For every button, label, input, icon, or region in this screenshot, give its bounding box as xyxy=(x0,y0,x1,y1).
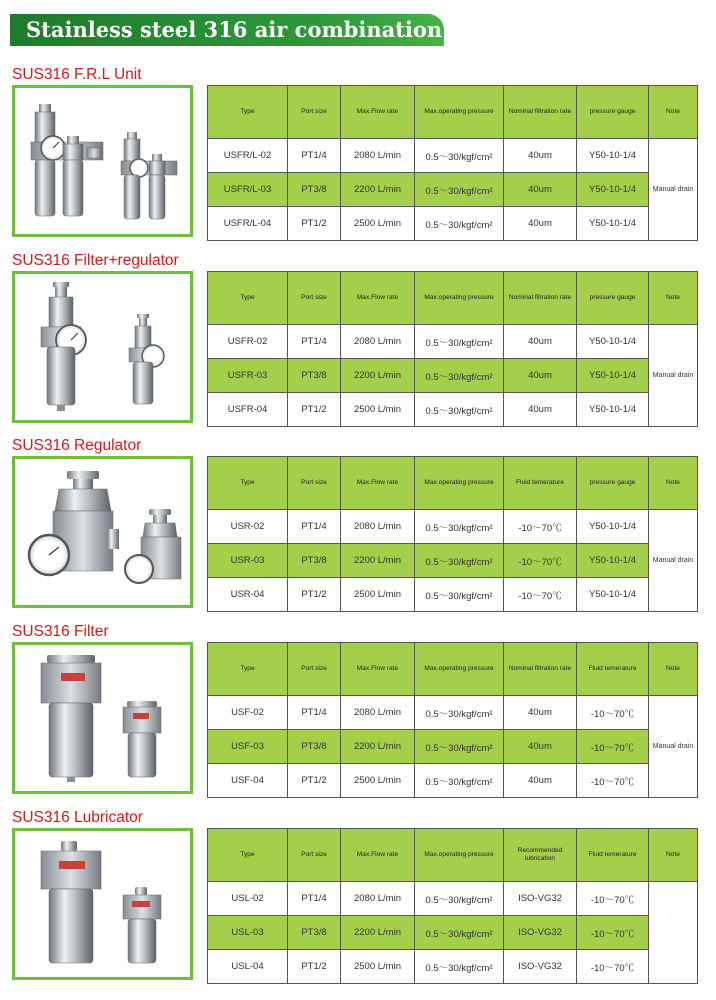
lubricator-illustration xyxy=(15,831,190,977)
header-note: Note xyxy=(649,829,698,882)
section-title: SUS316 Filter+regulator xyxy=(12,252,179,269)
cell-gauge: Y50-10-1/4 xyxy=(577,359,649,393)
cell-pressure: 0.5～30/kgf/cm² xyxy=(415,393,504,427)
cell-port-size: PT1/2 xyxy=(288,950,341,984)
header-note: Note xyxy=(649,272,698,325)
cell-temperature: -10～70℃ xyxy=(577,730,649,764)
cell-pressure: 0.5～30/kgf/cm² xyxy=(415,882,504,916)
cell-port-size: PT3/8 xyxy=(288,544,341,578)
cell-type: USFR-04 xyxy=(208,393,288,427)
header-type: Type xyxy=(208,457,288,510)
header-nominal-filtration-rate: Nominal filtration rate xyxy=(504,643,577,696)
header-note: Note xyxy=(649,643,698,696)
header-port-size: Port size xyxy=(288,643,341,696)
cell-port-size: PT3/8 xyxy=(288,730,341,764)
header-fluid-temperature: Fluid temerature xyxy=(504,457,577,510)
section-title: SUS316 Filter xyxy=(12,623,109,640)
cell-filtration: 40um xyxy=(504,764,577,798)
page-title: Stainless steel 316 air combination xyxy=(26,17,443,42)
cell-pressure: 0.5～30/kgf/cm² xyxy=(415,730,504,764)
cell-pressure: 0.5～30/kgf/cm² xyxy=(415,325,504,359)
cell-pressure: 0.5～30/kgf/cm² xyxy=(415,916,504,950)
cell-temperature: -10～70℃ xyxy=(504,544,577,578)
cell-type: USL-04 xyxy=(208,950,288,984)
table-row xyxy=(208,950,698,984)
cell-port-size: PT3/8 xyxy=(288,173,341,207)
table-row xyxy=(208,916,698,950)
cell-note: Manual drain xyxy=(649,696,698,798)
cell-filtration: 40um xyxy=(504,139,577,173)
cell-pressure: 0.5～30/kgf/cm² xyxy=(415,173,504,207)
cell-flow-rate: 2080 L/min xyxy=(341,882,415,916)
cell-flow-rate: 2200 L/min xyxy=(341,730,415,764)
cell-flow-rate: 2080 L/min xyxy=(341,696,415,730)
header-max-flow-rate: Max.Flow rate xyxy=(341,457,415,510)
header-max-operating-pressure: Max.operating pressure xyxy=(415,272,504,325)
cell-pressure: 0.5～30/kgf/cm² xyxy=(415,950,504,984)
product-image-frl-unit xyxy=(12,85,193,237)
regulator-illustration xyxy=(15,459,190,605)
table-row xyxy=(208,173,698,207)
cell-pressure: 0.5～30/kgf/cm² xyxy=(415,207,504,241)
table-header-row xyxy=(208,272,698,325)
table-header-row xyxy=(208,86,698,139)
spec-table-filter-regulator xyxy=(207,271,698,427)
cell-type: USFR/L-03 xyxy=(208,173,288,207)
cell-flow-rate: 2500 L/min xyxy=(341,207,415,241)
cell-temperature: -10～70℃ xyxy=(504,578,577,612)
spec-table-lubricator xyxy=(207,828,698,984)
header-note: Note xyxy=(649,457,698,510)
filter-regulator-illustration xyxy=(15,274,190,420)
cell-filtration: 40um xyxy=(504,325,577,359)
cell-port-size: PT3/8 xyxy=(288,916,341,950)
cell-type: USFR/L-04 xyxy=(208,207,288,241)
header-max-flow-rate: Max.Flow rate xyxy=(341,86,415,139)
section-title: SUS316 Regulator xyxy=(12,437,142,454)
spec-table-frl-unit xyxy=(207,85,698,241)
table-row xyxy=(208,764,698,798)
cell-gauge: Y50-10-1/4 xyxy=(577,207,649,241)
cell-type: USR-04 xyxy=(208,578,288,612)
cell-temperature: -10～70℃ xyxy=(577,764,649,798)
table-row xyxy=(208,696,698,730)
cell-port-size: PT1/2 xyxy=(288,393,341,427)
cell-flow-rate: 2080 L/min xyxy=(341,510,415,544)
header-port-size: Port size xyxy=(288,86,341,139)
table-header-row xyxy=(208,643,698,696)
cell-port-size: PT1/4 xyxy=(288,696,341,730)
cell-port-size: PT1/4 xyxy=(288,139,341,173)
header-type: Type xyxy=(208,829,288,882)
header-note: Note xyxy=(649,86,698,139)
cell-type: USFR-02 xyxy=(208,325,288,359)
cell-port-size: PT1/4 xyxy=(288,510,341,544)
table-row xyxy=(208,325,698,359)
cell-port-size: PT1/2 xyxy=(288,764,341,798)
cell-type: USL-03 xyxy=(208,916,288,950)
cell-port-size: PT1/2 xyxy=(288,207,341,241)
cell-pressure: 0.5～30/kgf/cm² xyxy=(415,544,504,578)
table-row xyxy=(208,578,698,612)
cell-filtration: 40um xyxy=(504,393,577,427)
cell-note: Manual drain xyxy=(649,325,698,427)
cell-pressure: 0.5～30/kgf/cm² xyxy=(415,139,504,173)
cell-pressure: 0.5～30/kgf/cm² xyxy=(415,764,504,798)
cell-flow-rate: 2200 L/min xyxy=(341,173,415,207)
cell-flow-rate: 2200 L/min xyxy=(341,916,415,950)
cell-flow-rate: 2500 L/min xyxy=(341,764,415,798)
cell-lubrication: ISO-VG32 xyxy=(504,882,577,916)
cell-flow-rate: 2500 L/min xyxy=(341,393,415,427)
cell-note: Manual drain xyxy=(649,510,698,612)
table-row xyxy=(208,393,698,427)
header-fluid-temperature: Fluid temerature xyxy=(577,643,649,696)
cell-temperature: -10～70℃ xyxy=(577,696,649,730)
cell-flow-rate: 2200 L/min xyxy=(341,544,415,578)
cell-temperature: -10～70℃ xyxy=(577,950,649,984)
table-row xyxy=(208,882,698,916)
header-nominal-filtration-rate: Nominal filtration rate xyxy=(504,86,577,139)
cell-type: USF-03 xyxy=(208,730,288,764)
spec-table-regulator xyxy=(207,456,698,612)
product-image-regulator xyxy=(12,456,193,608)
cell-type: USR-03 xyxy=(208,544,288,578)
table-row xyxy=(208,730,698,764)
table-row xyxy=(208,139,698,173)
table-row xyxy=(208,510,698,544)
cell-flow-rate: 2080 L/min xyxy=(341,325,415,359)
cell-flow-rate: 2080 L/min xyxy=(341,139,415,173)
header-max-operating-pressure: Max.operating pressure xyxy=(415,457,504,510)
header-type: Type xyxy=(208,86,288,139)
header-nominal-filtration-rate: Nominal filtration rate xyxy=(504,272,577,325)
cell-temperature: -10～70℃ xyxy=(577,916,649,950)
product-image-filter-regulator xyxy=(12,271,193,423)
cell-port-size: PT1/4 xyxy=(288,325,341,359)
header-pressure-gauge: pressure gauge xyxy=(577,272,649,325)
cell-lubrication: ISO-VG32 xyxy=(504,916,577,950)
cell-port-size: PT3/8 xyxy=(288,359,341,393)
cell-gauge: Y50-10-1/4 xyxy=(577,510,649,544)
cell-port-size: PT1/4 xyxy=(288,882,341,916)
cell-type: USR-02 xyxy=(208,510,288,544)
header-fluid-temperature: Fluid temerature xyxy=(577,829,649,882)
section-title: SUS316 Lubricator xyxy=(12,809,143,826)
cell-gauge: Y50-10-1/4 xyxy=(577,544,649,578)
cell-type: USFR/L-02 xyxy=(208,139,288,173)
table-row xyxy=(208,544,698,578)
cell-gauge: Y50-10-1/4 xyxy=(577,173,649,207)
cell-type: USL-02 xyxy=(208,882,288,916)
cell-pressure: 0.5～30/kgf/cm² xyxy=(415,578,504,612)
table-header-row xyxy=(208,457,698,510)
cell-filtration: 40um xyxy=(504,207,577,241)
cell-pressure: 0.5～30/kgf/cm² xyxy=(415,696,504,730)
table-row xyxy=(208,359,698,393)
product-image-lubricator xyxy=(12,828,193,980)
header-port-size: Port size xyxy=(288,457,341,510)
cell-flow-rate: 2200 L/min xyxy=(341,359,415,393)
product-image-filter xyxy=(12,642,193,794)
header-max-operating-pressure: Max.operating pressure xyxy=(415,643,504,696)
header-max-flow-rate: Max.Flow rate xyxy=(341,643,415,696)
cell-filtration: 40um xyxy=(504,173,577,207)
table-header-row xyxy=(208,829,698,882)
page-banner xyxy=(10,14,444,46)
filter-illustration xyxy=(15,645,190,791)
cell-flow-rate: 2500 L/min xyxy=(341,578,415,612)
header-max-flow-rate: Max.Flow rate xyxy=(341,829,415,882)
cell-pressure: 0.5～30/kgf/cm² xyxy=(415,510,504,544)
cell-filtration: 40um xyxy=(504,696,577,730)
cell-pressure: 0.5～30/kgf/cm² xyxy=(415,359,504,393)
header-type: Type xyxy=(208,643,288,696)
cell-flow-rate: 2500 L/min xyxy=(341,950,415,984)
cell-gauge: Y50-10-1/4 xyxy=(577,325,649,359)
cell-lubrication: ISO-VG32 xyxy=(504,950,577,984)
cell-type: USF-04 xyxy=(208,764,288,798)
cell-port-size: PT1/2 xyxy=(288,578,341,612)
header-pressure-gauge: pressure gauge xyxy=(577,86,649,139)
header-port-size: Port size xyxy=(288,829,341,882)
spec-table-filter xyxy=(207,642,698,798)
table-row xyxy=(208,207,698,241)
cell-temperature: -10～70℃ xyxy=(577,882,649,916)
cell-type: USF-02 xyxy=(208,696,288,730)
cell-note: Manual drain xyxy=(649,139,698,241)
cell-filtration: 40um xyxy=(504,730,577,764)
header-recommended-lubrication: Recommended lubrication xyxy=(504,829,577,882)
cell-type: USFR-03 xyxy=(208,359,288,393)
header-max-flow-rate: Max.Flow rate xyxy=(341,272,415,325)
cell-note xyxy=(649,882,698,984)
header-pressure-gauge: pressure gauge xyxy=(577,457,649,510)
cell-gauge: Y50-10-1/4 xyxy=(577,139,649,173)
cell-filtration: 40um xyxy=(504,359,577,393)
section-title: SUS316 F.R.L Unit xyxy=(12,66,142,83)
header-max-operating-pressure: Max.operating pressure xyxy=(415,829,504,882)
cell-gauge: Y50-10-1/4 xyxy=(577,393,649,427)
header-port-size: Port size xyxy=(288,272,341,325)
cell-gauge: Y50-10-1/4 xyxy=(577,578,649,612)
cell-temperature: -10～70℃ xyxy=(504,510,577,544)
header-type: Type xyxy=(208,272,288,325)
frl-unit-illustration xyxy=(15,88,190,234)
header-max-operating-pressure: Max.operating pressure xyxy=(415,86,504,139)
